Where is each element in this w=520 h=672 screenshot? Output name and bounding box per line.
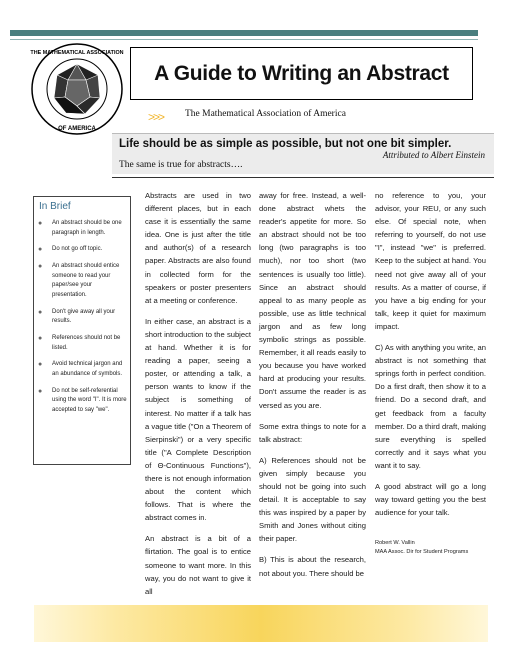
paragraph: A good abstract will go a long way toward getting you the best audience for your talk. (375, 481, 486, 518)
paragraph: In either case, an abstract is a short introduction to the subject at hand. Whether it is for reading a paper, seeing a poster, or attending a talk, a person wants to know if the subject is something of interest. No matter if a talk has a vague title ("On a Theorem of Sierpinski") or a very specific title ("A Complete Description of Θ-Continuous Functions"), there is not enough information about the content which follows. That is where the abstract comes in. (145, 316, 251, 523)
quote-box (112, 133, 494, 174)
arrows-icon: >>> (148, 110, 164, 124)
list-item-text: Avoid technical jargon and an abundance of symbols. (52, 361, 123, 378)
paragraph: Abstracts are used in two different places, but in each case it is essentially the same idea. One is just after the title and author(s) of a research paper. Abstracts are also found in collected form for the speakers or poster presenters at a meeting or conference. (145, 191, 251, 305)
list-item-text: An abstract should entice someone to read your paper/see your presentation. (52, 263, 120, 298)
maa-logo-icon (30, 42, 124, 136)
bullet-icon: ● (38, 308, 43, 316)
list-item (38, 387, 128, 416)
paragraph: away for free. Instead, a well-done abstract whets the reader's appetite for more. So an abstract should not be too long (two paragraphs is too much), nor too short (two sentences is usually too little). Since an abstract should appeal to as many people as possible, use as little technical jargon and as few long symbolic strings as possible. Remember, it all reads easily to you because you have worked hard at producing your results. Don't assume the reader is as versed as you are. (259, 191, 366, 410)
quote-divider (112, 177, 494, 178)
body-column-1 (145, 189, 251, 606)
signature-title: MAA Assoc. Dir for Student Programs (375, 549, 469, 556)
bullet-icon: ● (38, 361, 43, 369)
bullet-icon: ● (38, 263, 43, 271)
page-title: A Guide to Writing an Abstract (154, 61, 449, 85)
paragraph: no reference to you, your advisor, your REU, or any such else. Of special note, when referring to yourself, do not use "I", instead "we" is preferred. Keep to the subject at hand. You need not give away all of your results. As a matter of course, if you have a big ending for your talk, keep it quiet for maximum impact. (375, 191, 486, 331)
list-item (38, 219, 128, 238)
list-item-text: Do not be self-referential using the word "I". It is more accepted to say "we". (52, 387, 127, 414)
paragraph: C) As with anything you write, an abstract is not something that springs forth in perfect condition. Do a first draft, then show it to a friend. Do a second draft, and get feedback from a faculty member. Do a third draft, making sure everything is spelled correctly and it says what you want it to say. (375, 343, 486, 470)
list-item-text: An abstract should be one paragraph in length. (52, 220, 122, 236)
list-item (38, 245, 128, 255)
list-item (38, 308, 128, 327)
header-rule (10, 30, 478, 36)
quote-follow-up: The same is true for abstracts…. (119, 160, 243, 170)
bullet-icon: ● (38, 220, 43, 227)
logo-top-text: THE MATHEMATICAL ASSOCIATION (30, 50, 124, 56)
list-item-text: Do not go off topic. (52, 246, 103, 253)
paragraph: An abstract is a bit of a flirtation. The goal is to entice someone to want more. In this way, you do not want to give it all (145, 534, 251, 596)
list-item (38, 262, 128, 300)
in-brief-list (38, 219, 128, 423)
body-column-3 (375, 189, 486, 557)
bullet-icon: ● (38, 246, 43, 254)
body-column-2 (259, 189, 366, 588)
paragraph: A) References should not be given simply because you should not be going into such detail. It is acceptable to say this was inspired by a paper by Smith and Jones without citing their paper. (259, 455, 366, 544)
paragraph: B) This is about the research, not about you. There should be (259, 555, 366, 578)
list-item (38, 334, 128, 353)
title-box (130, 47, 473, 100)
organization-name: The Mathematical Association of America (185, 109, 346, 119)
list-item-text: Don't give away all your results. (52, 308, 116, 325)
in-brief-box (33, 196, 131, 465)
list-item (38, 360, 128, 379)
bullet-icon: ● (38, 335, 43, 343)
header-rule-thin (10, 39, 478, 40)
logo-bottom-text: OF AMERICA (58, 126, 96, 132)
list-item-text: References should not be listed. (52, 335, 121, 351)
quote-text: Life should be as simple as possible, but not one bit simpler. (119, 138, 452, 150)
footer-band (34, 605, 488, 642)
quote-attribution: Attributed to Albert Einstein (382, 150, 485, 160)
bullet-icon: ● (38, 387, 43, 395)
signature-name: Robert W. Vallin (375, 540, 415, 547)
signature (375, 539, 486, 557)
paragraph: Some extra things to note for a talk abstract: (259, 421, 366, 444)
in-brief-title: In Brief (39, 201, 71, 212)
